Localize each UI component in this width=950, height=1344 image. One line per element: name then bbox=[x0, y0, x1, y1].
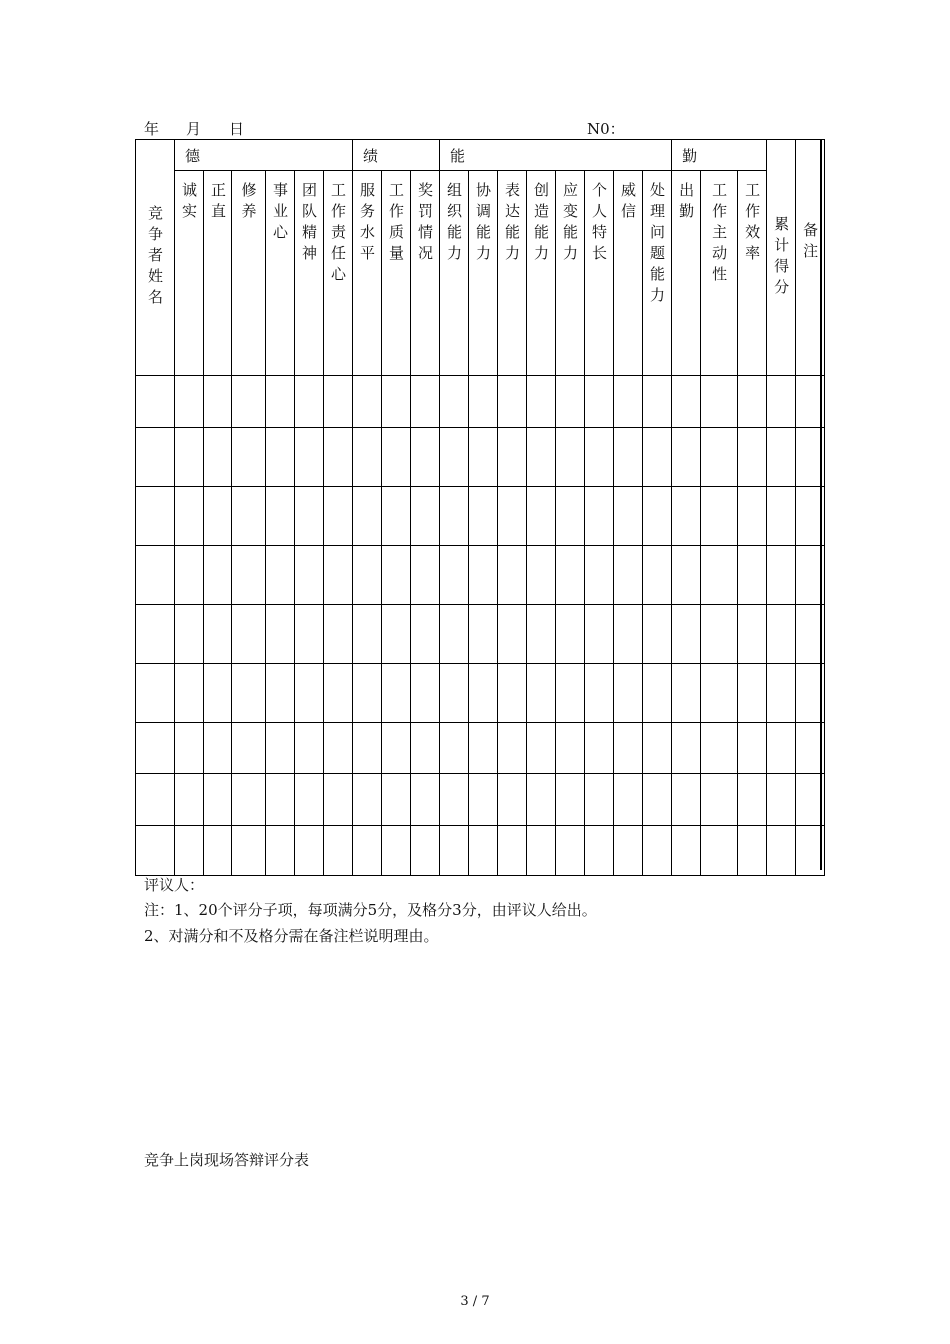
score-cell[interactable] bbox=[469, 376, 498, 428]
score-cell[interactable] bbox=[136, 428, 175, 487]
score-cell[interactable] bbox=[556, 605, 585, 664]
table-row bbox=[136, 546, 825, 605]
score-cell[interactable] bbox=[175, 376, 204, 428]
score-cell[interactable] bbox=[353, 546, 382, 605]
score-cell[interactable] bbox=[672, 774, 701, 826]
score-cell[interactable] bbox=[767, 428, 796, 487]
score-cell[interactable] bbox=[767, 487, 796, 546]
score-cell[interactable] bbox=[204, 605, 232, 664]
sub-column-header bbox=[643, 171, 672, 376]
score-cell[interactable] bbox=[585, 664, 614, 723]
score-cell[interactable] bbox=[672, 487, 701, 546]
score-cell[interactable] bbox=[585, 428, 614, 487]
score-cell[interactable] bbox=[614, 774, 643, 826]
score-cell[interactable] bbox=[440, 664, 469, 723]
sub-column-header bbox=[498, 171, 527, 376]
score-cell[interactable] bbox=[585, 487, 614, 546]
score-cell[interactable] bbox=[767, 723, 796, 774]
sub-column-label: 诚实 bbox=[180, 182, 198, 224]
score-cell[interactable] bbox=[672, 723, 701, 774]
total-header-cell bbox=[767, 140, 796, 376]
score-cell[interactable] bbox=[382, 428, 411, 487]
score-cell[interactable] bbox=[295, 826, 324, 876]
score-cell[interactable] bbox=[136, 826, 175, 876]
score-cell[interactable] bbox=[232, 723, 266, 774]
score-cell[interactable] bbox=[382, 664, 411, 723]
score-cell[interactable] bbox=[556, 826, 585, 876]
score-cell[interactable] bbox=[738, 774, 767, 826]
sub-column-label: 应变能力 bbox=[561, 182, 580, 266]
score-cell[interactable] bbox=[527, 376, 556, 428]
score-cell[interactable] bbox=[175, 723, 204, 774]
sub-column-header bbox=[469, 171, 498, 376]
score-cell[interactable] bbox=[556, 428, 585, 487]
score-cell[interactable] bbox=[440, 826, 469, 876]
score-cell[interactable] bbox=[440, 376, 469, 428]
sub-column-label: 出勤 bbox=[677, 182, 696, 224]
score-cell[interactable] bbox=[585, 774, 614, 826]
score-cell[interactable] bbox=[411, 723, 440, 774]
score-cell[interactable] bbox=[382, 546, 411, 605]
score-cell[interactable] bbox=[701, 428, 738, 487]
number-label: N0： bbox=[587, 120, 625, 138]
score-cell[interactable] bbox=[498, 487, 527, 546]
name-header-cell bbox=[136, 140, 175, 376]
score-cell[interactable] bbox=[767, 826, 796, 876]
score-cell[interactable] bbox=[175, 826, 204, 876]
score-cell[interactable] bbox=[204, 723, 232, 774]
sub-column-header bbox=[411, 171, 440, 376]
sub-column-header bbox=[440, 171, 469, 376]
score-cell[interactable] bbox=[527, 723, 556, 774]
score-cell[interactable] bbox=[232, 428, 266, 487]
score-cell[interactable] bbox=[353, 376, 382, 428]
score-cell[interactable] bbox=[411, 376, 440, 428]
score-cell[interactable] bbox=[614, 546, 643, 605]
table-row bbox=[136, 723, 825, 774]
sub-column-label: 正直 bbox=[209, 182, 227, 224]
score-cell[interactable] bbox=[556, 487, 585, 546]
score-cell[interactable] bbox=[469, 428, 498, 487]
score-cell[interactable] bbox=[701, 376, 738, 428]
score-cell[interactable] bbox=[324, 774, 353, 826]
score-cell[interactable] bbox=[643, 664, 672, 723]
score-cell[interactable] bbox=[767, 605, 796, 664]
score-cell[interactable] bbox=[585, 546, 614, 605]
score-cell[interactable] bbox=[411, 774, 440, 826]
score-cell[interactable] bbox=[353, 774, 382, 826]
score-cell[interactable] bbox=[585, 723, 614, 774]
section-de: 德 bbox=[175, 140, 353, 171]
score-cell[interactable] bbox=[204, 774, 232, 826]
score-cell[interactable] bbox=[585, 376, 614, 428]
score-cell[interactable] bbox=[411, 546, 440, 605]
sub-column-label: 工作效率 bbox=[743, 182, 762, 266]
score-cell[interactable] bbox=[701, 664, 738, 723]
score-cell[interactable] bbox=[382, 487, 411, 546]
score-cell[interactable] bbox=[498, 826, 527, 876]
score-cell[interactable] bbox=[498, 774, 527, 826]
sub-column-label: 创造能力 bbox=[532, 182, 551, 266]
sub-column-header bbox=[175, 171, 204, 376]
score-cell[interactable] bbox=[643, 826, 672, 876]
score-cell[interactable] bbox=[701, 826, 738, 876]
sub-column-label: 修养 bbox=[239, 182, 258, 224]
score-cell[interactable] bbox=[204, 487, 232, 546]
score-cell[interactable] bbox=[498, 376, 527, 428]
score-cell[interactable] bbox=[767, 664, 796, 723]
table-row bbox=[136, 605, 825, 664]
name-header: 竞争者姓名 bbox=[146, 205, 164, 310]
sub-column-label: 个人特长 bbox=[590, 182, 609, 266]
note-1: 注：1、20个评分子项，每项满分5分，及格分3分，由评议人给出。 bbox=[144, 901, 597, 919]
total-header: 累计得分 bbox=[772, 215, 791, 300]
score-cell[interactable] bbox=[295, 428, 324, 487]
score-cell[interactable] bbox=[469, 826, 498, 876]
score-cell[interactable] bbox=[411, 664, 440, 723]
score-cell[interactable] bbox=[440, 723, 469, 774]
score-cell[interactable] bbox=[136, 376, 175, 428]
sub-column-header bbox=[295, 171, 324, 376]
score-cell[interactable] bbox=[643, 428, 672, 487]
score-cell[interactable] bbox=[382, 774, 411, 826]
score-cell[interactable] bbox=[767, 774, 796, 826]
score-cell[interactable] bbox=[295, 723, 324, 774]
score-cell[interactable] bbox=[382, 723, 411, 774]
evaluation-table bbox=[135, 139, 821, 870]
score-cell[interactable] bbox=[136, 487, 175, 546]
score-cell[interactable] bbox=[738, 605, 767, 664]
score-cell[interactable] bbox=[527, 546, 556, 605]
sub-column-header bbox=[382, 171, 411, 376]
score-cell[interactable] bbox=[232, 605, 266, 664]
score-cell[interactable] bbox=[175, 664, 204, 723]
score-cell[interactable] bbox=[266, 428, 295, 487]
score-cell[interactable] bbox=[411, 428, 440, 487]
score-cell[interactable] bbox=[382, 376, 411, 428]
sub-column-label: 工作主动性 bbox=[710, 182, 729, 287]
score-cell[interactable] bbox=[643, 487, 672, 546]
score-cell[interactable] bbox=[701, 546, 738, 605]
sub-column-label: 工作质量 bbox=[387, 182, 406, 266]
score-cell[interactable] bbox=[266, 605, 295, 664]
section-ji: 绩 bbox=[353, 140, 440, 171]
sub-column-header bbox=[527, 171, 556, 376]
score-cell[interactable] bbox=[266, 723, 295, 774]
score-cell[interactable] bbox=[440, 546, 469, 605]
page-number: 3 / 7 bbox=[460, 1294, 490, 1309]
score-cell[interactable] bbox=[204, 428, 232, 487]
sub-column-label: 工作责任心 bbox=[329, 182, 348, 287]
score-cell[interactable] bbox=[353, 428, 382, 487]
sub-column-header bbox=[585, 171, 614, 376]
score-cell[interactable] bbox=[324, 723, 353, 774]
score-cell[interactable] bbox=[324, 664, 353, 723]
score-cell[interactable] bbox=[232, 546, 266, 605]
sub-column-label: 事业心 bbox=[271, 182, 289, 245]
score-cell[interactable] bbox=[643, 723, 672, 774]
score-cell[interactable] bbox=[204, 376, 232, 428]
score-cell[interactable] bbox=[411, 826, 440, 876]
reviewer-label: 评议人： bbox=[144, 876, 205, 894]
score-cell[interactable] bbox=[175, 546, 204, 605]
score-cell[interactable] bbox=[498, 605, 527, 664]
score-cell[interactable] bbox=[672, 376, 701, 428]
table-row bbox=[136, 774, 825, 826]
score-cell[interactable] bbox=[324, 428, 353, 487]
score-cell[interactable] bbox=[266, 826, 295, 876]
score-cell[interactable] bbox=[614, 723, 643, 774]
score-cell[interactable] bbox=[527, 664, 556, 723]
score-cell[interactable] bbox=[136, 723, 175, 774]
score-cell[interactable] bbox=[527, 487, 556, 546]
score-cell[interactable] bbox=[738, 826, 767, 876]
score-cell[interactable] bbox=[175, 487, 204, 546]
score-cell[interactable] bbox=[295, 774, 324, 826]
score-cell[interactable] bbox=[614, 664, 643, 723]
year-label: 年 bbox=[144, 120, 160, 138]
score-cell[interactable] bbox=[498, 723, 527, 774]
score-cell[interactable] bbox=[324, 605, 353, 664]
score-cell[interactable] bbox=[527, 428, 556, 487]
score-cell[interactable] bbox=[738, 428, 767, 487]
sub-column-header bbox=[556, 171, 585, 376]
next-section-title: 竞争上岗现场答辩评分表 bbox=[144, 1151, 310, 1169]
score-cell[interactable] bbox=[136, 664, 175, 723]
score-cell[interactable] bbox=[614, 487, 643, 546]
score-cell[interactable] bbox=[411, 605, 440, 664]
score-cell[interactable] bbox=[556, 774, 585, 826]
score-cell[interactable] bbox=[498, 664, 527, 723]
score-cell[interactable] bbox=[738, 664, 767, 723]
score-cell[interactable] bbox=[469, 664, 498, 723]
score-cell[interactable] bbox=[672, 605, 701, 664]
sub-column-label: 表达能力 bbox=[503, 182, 522, 266]
score-cell[interactable] bbox=[643, 605, 672, 664]
sub-column-label: 团队精神 bbox=[300, 182, 318, 266]
score-cell[interactable] bbox=[353, 826, 382, 876]
remark-header: 备注 bbox=[801, 221, 820, 264]
score-cell[interactable] bbox=[556, 664, 585, 723]
score-cell[interactable] bbox=[556, 723, 585, 774]
sub-column-label: 组织能力 bbox=[445, 182, 464, 266]
score-cell[interactable] bbox=[324, 487, 353, 546]
section-qin: 勤 bbox=[672, 140, 767, 171]
score-cell[interactable] bbox=[266, 487, 295, 546]
score-cell[interactable] bbox=[266, 664, 295, 723]
score-cell[interactable] bbox=[738, 723, 767, 774]
sub-column-label: 处理问题能力 bbox=[648, 182, 667, 308]
score-cell[interactable] bbox=[585, 605, 614, 664]
score-cell[interactable] bbox=[701, 774, 738, 826]
score-cell[interactable] bbox=[232, 826, 266, 876]
score-cell[interactable] bbox=[175, 774, 204, 826]
score-cell[interactable] bbox=[643, 774, 672, 826]
sub-column-label: 奖罚情况 bbox=[416, 182, 435, 266]
score-cell[interactable] bbox=[469, 487, 498, 546]
score-cell[interactable] bbox=[382, 826, 411, 876]
score-cell[interactable] bbox=[136, 774, 175, 826]
score-cell[interactable] bbox=[175, 428, 204, 487]
score-cell[interactable] bbox=[266, 546, 295, 605]
score-cell[interactable] bbox=[767, 376, 796, 428]
score-cell[interactable] bbox=[527, 826, 556, 876]
score-cell[interactable] bbox=[204, 546, 232, 605]
score-cell[interactable] bbox=[701, 487, 738, 546]
table-row bbox=[136, 428, 825, 487]
score-cell[interactable] bbox=[440, 605, 469, 664]
score-cell[interactable] bbox=[232, 664, 266, 723]
score-cell[interactable] bbox=[295, 664, 324, 723]
score-cell[interactable] bbox=[469, 774, 498, 826]
sub-column-header bbox=[353, 171, 382, 376]
score-cell[interactable] bbox=[767, 546, 796, 605]
sub-column-header bbox=[324, 171, 353, 376]
score-cell[interactable] bbox=[498, 546, 527, 605]
table-right-border bbox=[820, 139, 822, 870]
score-cell[interactable] bbox=[411, 487, 440, 546]
score-cell[interactable] bbox=[738, 546, 767, 605]
score-cell[interactable] bbox=[469, 605, 498, 664]
note-2: 2、对满分和不及格分需在备注栏说明理由。 bbox=[144, 927, 439, 945]
score-cell[interactable] bbox=[136, 546, 175, 605]
sub-column-header bbox=[266, 171, 295, 376]
score-cell[interactable] bbox=[295, 546, 324, 605]
score-cell[interactable] bbox=[324, 826, 353, 876]
sub-column-label: 威信 bbox=[619, 182, 638, 224]
score-cell[interactable] bbox=[498, 428, 527, 487]
score-cell[interactable] bbox=[382, 605, 411, 664]
score-cell[interactable] bbox=[440, 487, 469, 546]
score-cell[interactable] bbox=[585, 826, 614, 876]
score-cell[interactable] bbox=[295, 487, 324, 546]
table-row bbox=[136, 487, 825, 546]
day-label: 日 bbox=[229, 120, 245, 138]
sub-column-header bbox=[204, 171, 232, 376]
score-cell[interactable] bbox=[295, 376, 324, 428]
score-cell[interactable] bbox=[672, 826, 701, 876]
score-cell[interactable] bbox=[353, 664, 382, 723]
score-cell[interactable] bbox=[614, 605, 643, 664]
score-cell[interactable] bbox=[440, 774, 469, 826]
table-row bbox=[136, 826, 825, 876]
sub-column-label: 协调能力 bbox=[474, 182, 493, 266]
score-cell[interactable] bbox=[266, 376, 295, 428]
score-cell[interactable] bbox=[469, 546, 498, 605]
score-cell[interactable] bbox=[295, 605, 324, 664]
score-cell[interactable] bbox=[738, 376, 767, 428]
score-cell[interactable] bbox=[556, 376, 585, 428]
score-cell[interactable] bbox=[614, 826, 643, 876]
sub-column-header bbox=[232, 171, 266, 376]
score-cell[interactable] bbox=[527, 774, 556, 826]
score-cell[interactable] bbox=[232, 376, 266, 428]
score-cell[interactable] bbox=[136, 605, 175, 664]
score-cell[interactable] bbox=[469, 723, 498, 774]
sub-column-header bbox=[701, 171, 738, 376]
score-cell[interactable] bbox=[266, 774, 295, 826]
month-label: 月 bbox=[186, 120, 202, 138]
sub-column-header bbox=[614, 171, 643, 376]
score-cell[interactable] bbox=[672, 428, 701, 487]
score-cell[interactable] bbox=[643, 376, 672, 428]
table-row bbox=[136, 664, 825, 723]
score-cell[interactable] bbox=[232, 774, 266, 826]
score-cell[interactable] bbox=[701, 723, 738, 774]
score-cell[interactable] bbox=[324, 546, 353, 605]
score-cell[interactable] bbox=[672, 546, 701, 605]
score-cell[interactable] bbox=[353, 487, 382, 546]
score-cell[interactable] bbox=[614, 428, 643, 487]
score-cell[interactable] bbox=[353, 605, 382, 664]
score-cell[interactable] bbox=[204, 664, 232, 723]
score-cell[interactable] bbox=[353, 723, 382, 774]
sub-column-header bbox=[738, 171, 767, 376]
sub-column-header bbox=[672, 171, 701, 376]
score-cell[interactable] bbox=[440, 428, 469, 487]
score-cell[interactable] bbox=[672, 664, 701, 723]
score-cell[interactable] bbox=[204, 826, 232, 876]
score-cell[interactable] bbox=[527, 605, 556, 664]
score-cell[interactable] bbox=[556, 546, 585, 605]
sub-column-label: 服务水平 bbox=[358, 182, 377, 266]
score-cell[interactable] bbox=[324, 376, 353, 428]
score-cell[interactable] bbox=[738, 487, 767, 546]
score-cell[interactable] bbox=[614, 376, 643, 428]
score-cell[interactable] bbox=[701, 605, 738, 664]
score-cell[interactable] bbox=[175, 605, 204, 664]
section-neng: 能 bbox=[440, 140, 672, 171]
score-cell[interactable] bbox=[232, 487, 266, 546]
table-row bbox=[136, 376, 825, 428]
score-cell[interactable] bbox=[643, 546, 672, 605]
